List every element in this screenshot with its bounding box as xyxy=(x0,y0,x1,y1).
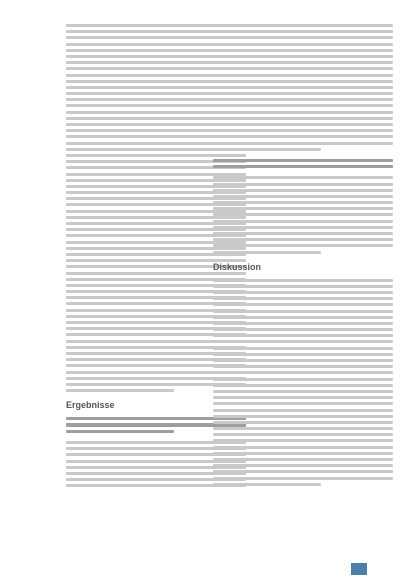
section-heading-results: Ergebnisse xyxy=(66,400,115,411)
body-paragraph xyxy=(213,176,393,253)
page-number-badge xyxy=(351,563,367,575)
subheading xyxy=(213,159,393,169)
body-paragraph xyxy=(213,24,393,151)
right-column xyxy=(213,24,393,494)
section-heading-discussion: Diskussion xyxy=(213,261,262,272)
body-paragraph xyxy=(213,279,393,486)
running-header xyxy=(12,8,401,20)
